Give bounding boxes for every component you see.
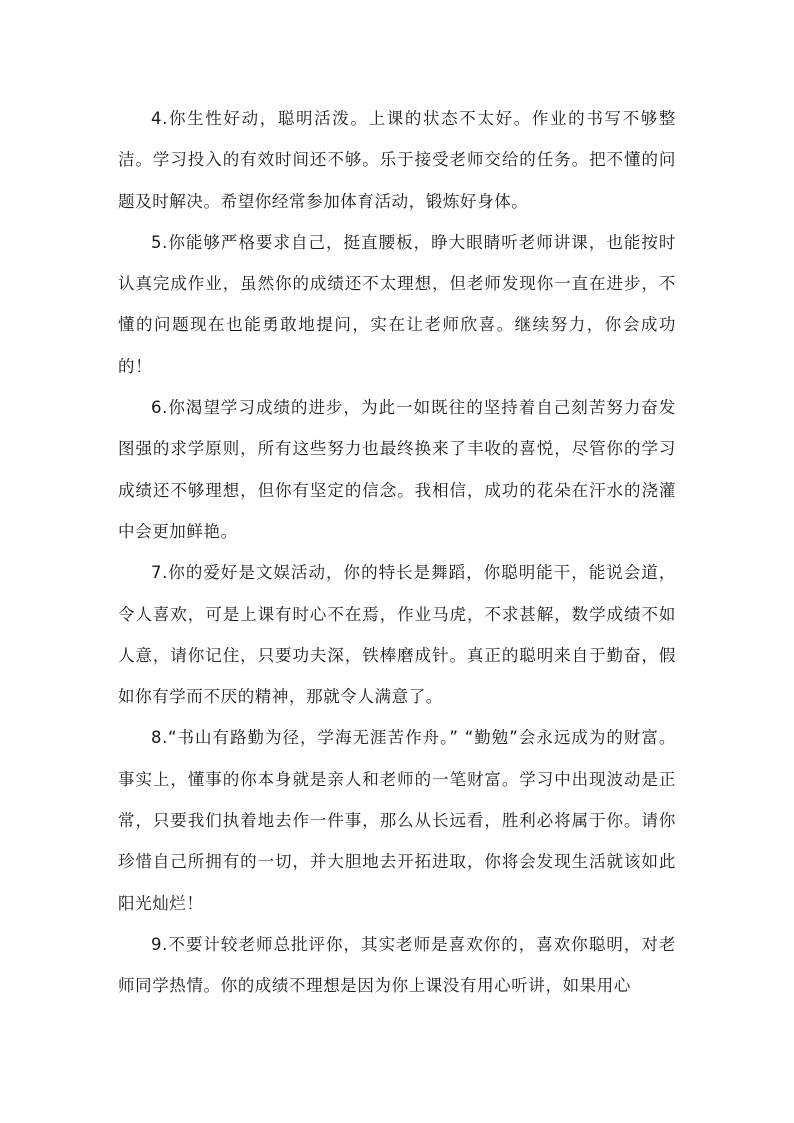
paragraph-comment-6: 6.你渴望学习成绩的进步，为此一如既往的坚持着自己刻苦努力奋发图强的求学原则，所有这些努力也最终换来了丰收的喜悦，尽管你的学习成绩还不够理想，但你有坚定的信念。我相信，成功的花朵在汗水的浇灌中会更加鲜艳。 bbox=[118, 398, 676, 541]
paragraph-comment-9: 9.不要计较老师总批评你，其实老师是喜欢你的，喜欢你聪明，对老师同学热情。你的成绩不理想是因为你上课没有用心听讲，如果用心 bbox=[118, 934, 676, 996]
paragraph-comment-7: 7.你的爱好是文娱活动，你的特长是舞蹈，你聪明能干，能说会道，令人喜欢，可是上课有时心不在焉，作业马虎，不求甚解，数学成绩不如人意，请你记住，只要功夫深，铁棒磨成针。真正的聪明来自于勤奋，假如你有学而不厌的精神，那就令人满意了。 bbox=[118, 563, 676, 707]
paragraph-comment-8: 8.“书山有路勤为径，学海无涯苦作舟。” “勤勉”会永远成为的财富。事实上，懂事的你本身就是亲人和老师的一笔财富。学习中出现波动是正常，只要我们执着地去作一件事，那么从长远看，胜利必将属于你。请你珍惜自己所拥有的一切，并大胆地去开拓进取，你将会发现生活就该如此阳光灿烂！ bbox=[118, 728, 676, 913]
paragraph-comment-5: 5.你能够严格要求自己，挺直腰板，睁大眼睛听老师讲课，也能按时认真完成作业，虽然你的成绩还不太理想，但老师发现你一直在进步，不懂的问题现在也能勇敢地提问，实在让老师欣喜。继续努力，你会成功的！ bbox=[118, 232, 676, 376]
document-body bbox=[118, 98, 676, 1007]
paragraph-comment-4: 4.你生性好动，聪明活泼。上课的状态不太好。作业的书写不够整洁。学习投入的有效时间还不够。乐于接受老师交给的任务。把不懂的问题及时解决。希望你经常参加体育活动，锻炼好身体。 bbox=[118, 109, 676, 211]
